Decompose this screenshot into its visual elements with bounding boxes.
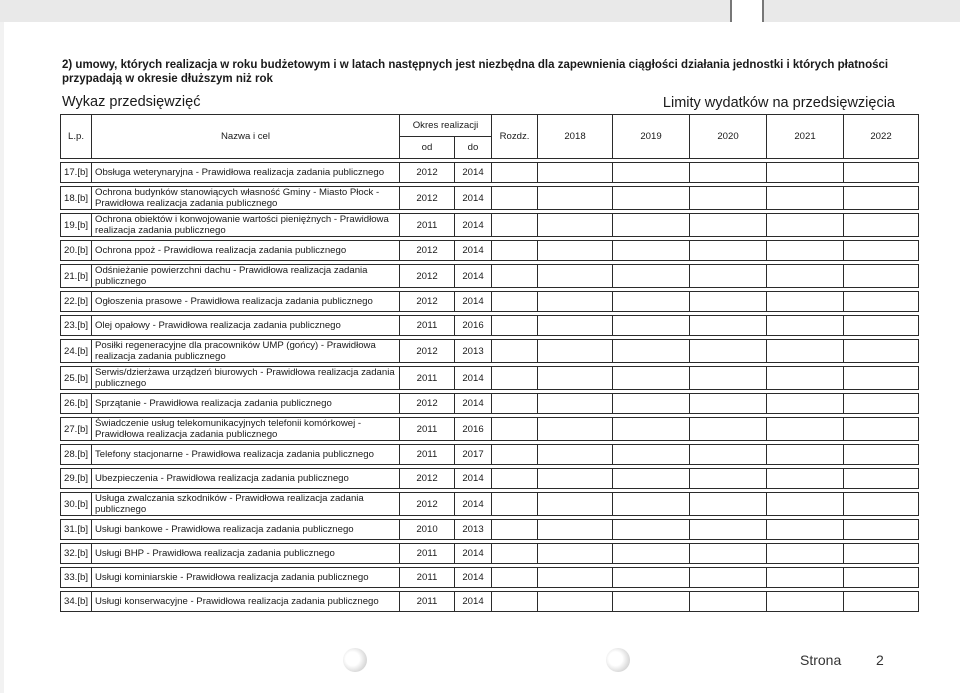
cell-rozdz	[492, 316, 538, 336]
scan-top-edge	[0, 0, 960, 22]
cell-lp: 31.[b]	[61, 520, 92, 540]
cell-2018	[538, 592, 613, 612]
cell-2022	[844, 568, 919, 588]
cell-rozdz	[492, 394, 538, 414]
cell-do: 2017	[455, 445, 492, 465]
cell-2021	[767, 241, 844, 261]
cell-2020	[690, 445, 767, 465]
table-row	[61, 520, 919, 540]
cell-rozdz	[492, 592, 538, 612]
cell-name: Ochrona ppoż - Prawidłowa realizacja zadania publicznego	[92, 241, 400, 261]
cell-2018	[538, 340, 613, 363]
cell-name: Świadczenie usług telekomunikacyjnych telefonii komórkowej - Prawidłowa realizacja zadania publicznego	[92, 418, 400, 441]
cell-2022	[844, 544, 919, 564]
col-header-2022: 2022	[844, 115, 919, 159]
cell-lp: 33.[b]	[61, 568, 92, 588]
limits-title: Limity wydatków na przedsięwzięcia	[662, 95, 895, 111]
cell-2020	[690, 316, 767, 336]
col-header-name: Nazwa i cel	[92, 115, 400, 159]
cell-rozdz	[492, 187, 538, 210]
cell-2021	[767, 316, 844, 336]
cell-do: 2016	[455, 418, 492, 441]
cell-od: 2012	[400, 163, 455, 183]
cell-2020	[690, 493, 767, 516]
cell-2018	[538, 367, 613, 390]
cell-2018	[538, 292, 613, 312]
cell-do: 2014	[455, 265, 492, 288]
cell-2021	[767, 340, 844, 363]
cell-2018	[538, 544, 613, 564]
cell-2022	[844, 292, 919, 312]
cell-lp: 20.[b]	[61, 241, 92, 261]
cell-od: 2012	[400, 187, 455, 210]
section-heading-line-2: przypadają w okresie dłuższym niż rok	[62, 73, 273, 85]
cell-rozdz	[492, 520, 538, 540]
cell-2018	[538, 241, 613, 261]
cell-2021	[767, 292, 844, 312]
page-number: 2	[876, 652, 884, 668]
cell-2022	[844, 187, 919, 210]
cell-2018	[538, 187, 613, 210]
cell-rozdz	[492, 265, 538, 288]
cell-2018	[538, 394, 613, 414]
cell-2018	[538, 445, 613, 465]
cell-lp: 25.[b]	[61, 367, 92, 390]
cell-rozdz	[492, 469, 538, 489]
cell-2020	[690, 568, 767, 588]
cell-2022	[844, 316, 919, 336]
cell-2022	[844, 592, 919, 612]
cell-2022	[844, 418, 919, 441]
cell-2022	[844, 367, 919, 390]
col-header-od: od	[400, 137, 455, 159]
cell-do: 2014	[455, 568, 492, 588]
cell-2020	[690, 265, 767, 288]
cell-2022	[844, 241, 919, 261]
cell-2020	[690, 187, 767, 210]
cell-2019	[613, 469, 690, 489]
cell-2019	[613, 568, 690, 588]
cell-do: 2014	[455, 544, 492, 564]
page-label: Strona	[800, 652, 842, 668]
cell-2021	[767, 493, 844, 516]
cell-lp: 29.[b]	[61, 469, 92, 489]
cell-do: 2014	[455, 469, 492, 489]
cell-do: 2014	[455, 394, 492, 414]
table-row	[61, 292, 919, 312]
cell-2021	[767, 418, 844, 441]
cell-name: Ochrona budynków stanowiących własność Gminy - Miasto Płock - Prawidłowa realizacja zadania publicznego	[92, 187, 400, 210]
cell-2020	[690, 544, 767, 564]
cell-2019	[613, 418, 690, 441]
table-row	[61, 592, 919, 612]
cell-2019	[613, 214, 690, 237]
cell-2019	[613, 544, 690, 564]
cell-2021	[767, 163, 844, 183]
cell-od: 2011	[400, 418, 455, 441]
cell-2021	[767, 214, 844, 237]
cell-name: Olej opałowy - Prawidłowa realizacja zadania publicznego	[92, 316, 400, 336]
cell-2022	[844, 163, 919, 183]
cell-2021	[767, 445, 844, 465]
scan-left-edge	[0, 22, 4, 693]
cell-od: 2011	[400, 544, 455, 564]
cell-2021	[767, 568, 844, 588]
cell-lp: 28.[b]	[61, 445, 92, 465]
col-header-rozdz: Rozdz.	[492, 115, 538, 159]
table-row	[61, 241, 919, 261]
cell-2020	[690, 241, 767, 261]
cell-rozdz	[492, 493, 538, 516]
cell-do: 2014	[455, 214, 492, 237]
table-row	[61, 214, 919, 237]
cell-2021	[767, 187, 844, 210]
cell-od: 2012	[400, 493, 455, 516]
cell-2019	[613, 187, 690, 210]
cell-name: Ochrona obiektów i konwojowanie wartości pieniężnych - Prawidłowa realizacja zadania publicznego	[92, 214, 400, 237]
table-row	[61, 163, 919, 183]
cell-do: 2014	[455, 292, 492, 312]
cell-name: Usługi BHP - Prawidłowa realizacja zadania publicznego	[92, 544, 400, 564]
col-header-okres: Okres realizacji	[400, 115, 492, 137]
scan-punch-hole-left	[343, 648, 367, 672]
cell-2019	[613, 394, 690, 414]
cell-name: Odśnieżanie powierzchni dachu - Prawidłowa realizacja zadania publicznego	[92, 265, 400, 288]
scan-punch-hole-right	[606, 648, 630, 672]
cell-2022	[844, 340, 919, 363]
cell-lp: 26.[b]	[61, 394, 92, 414]
cell-2020	[690, 292, 767, 312]
cell-2022	[844, 493, 919, 516]
section-heading-line-1: 2) umowy, których realizacja w roku budżetowym i w latach następnych jest niezbędna dla zapewnienia ciągłości działania jednostki i których płatności	[62, 59, 889, 71]
cell-od: 2011	[400, 445, 455, 465]
cell-lp: 22.[b]	[61, 292, 92, 312]
table-row	[61, 418, 919, 441]
table-row	[61, 445, 919, 465]
cell-2020	[690, 340, 767, 363]
cell-rozdz	[492, 292, 538, 312]
cell-2018	[538, 316, 613, 336]
col-header-2021: 2021	[767, 115, 844, 159]
cell-od: 2012	[400, 292, 455, 312]
cell-2021	[767, 265, 844, 288]
projects-table	[60, 114, 919, 612]
cell-name: Usługi kominiarskie - Prawidłowa realizacja zadania publicznego	[92, 568, 400, 588]
scan-binder-tab	[730, 0, 764, 22]
cell-rozdz	[492, 367, 538, 390]
cell-2022	[844, 214, 919, 237]
cell-2022	[844, 469, 919, 489]
cell-do: 2014	[455, 187, 492, 210]
cell-lp: 17.[b]	[61, 163, 92, 183]
cell-2019	[613, 493, 690, 516]
cell-2021	[767, 592, 844, 612]
cell-lp: 24.[b]	[61, 340, 92, 363]
cell-lp: 18.[b]	[61, 187, 92, 210]
cell-name: Usługi bankowe - Prawidłowa realizacja zadania publicznego	[92, 520, 400, 540]
cell-2018	[538, 520, 613, 540]
cell-2020	[690, 367, 767, 390]
cell-name: Posiłki regeneracyjne dla pracowników UMP (gońcy) - Prawidłowa realizacja zadania publicznego	[92, 340, 400, 363]
cell-2019	[613, 340, 690, 363]
cell-2020	[690, 394, 767, 414]
cell-2019	[613, 592, 690, 612]
cell-2020	[690, 214, 767, 237]
cell-od: 2011	[400, 592, 455, 612]
table-row	[61, 493, 919, 516]
cell-lp: 19.[b]	[61, 214, 92, 237]
cell-do: 2014	[455, 493, 492, 516]
cell-do: 2014	[455, 241, 492, 261]
cell-rozdz	[492, 340, 538, 363]
cell-2018	[538, 418, 613, 441]
section-heading	[62, 58, 912, 86]
cell-2020	[690, 592, 767, 612]
cell-2022	[844, 520, 919, 540]
col-header-do: do	[455, 137, 492, 159]
cell-2018	[538, 163, 613, 183]
cell-rozdz	[492, 445, 538, 465]
cell-rozdz	[492, 163, 538, 183]
cell-2018	[538, 214, 613, 237]
cell-name: Ogłoszenia prasowe - Prawidłowa realizacja zadania publicznego	[92, 292, 400, 312]
cell-od: 2011	[400, 367, 455, 390]
table-row	[61, 544, 919, 564]
cell-name: Serwis/dzierżawa urządzeń biurowych - Prawidłowa realizacja zadania publicznego	[92, 367, 400, 390]
cell-lp: 32.[b]	[61, 544, 92, 564]
cell-rozdz	[492, 568, 538, 588]
cell-od: 2012	[400, 394, 455, 414]
cell-2021	[767, 367, 844, 390]
col-header-2020: 2020	[690, 115, 767, 159]
table-row	[61, 316, 919, 336]
cell-2020	[690, 418, 767, 441]
cell-2019	[613, 445, 690, 465]
cell-2022	[844, 265, 919, 288]
cell-do: 2013	[455, 520, 492, 540]
col-header-2019: 2019	[613, 115, 690, 159]
cell-lp: 34.[b]	[61, 592, 92, 612]
cell-do: 2014	[455, 367, 492, 390]
col-header-2018: 2018	[538, 115, 613, 159]
cell-2019	[613, 241, 690, 261]
table-row	[61, 367, 919, 390]
cell-2018	[538, 469, 613, 489]
table-row	[61, 265, 919, 288]
cell-rozdz	[492, 241, 538, 261]
cell-lp: 27.[b]	[61, 418, 92, 441]
cell-rozdz	[492, 214, 538, 237]
cell-od: 2012	[400, 241, 455, 261]
table-row	[61, 469, 919, 489]
cell-rozdz	[492, 418, 538, 441]
cell-2021	[767, 520, 844, 540]
cell-2019	[613, 316, 690, 336]
cell-name: Usługi konserwacyjne - Prawidłowa realizacja zadania publicznego	[92, 592, 400, 612]
cell-od: 2012	[400, 265, 455, 288]
cell-2019	[613, 163, 690, 183]
cell-2018	[538, 568, 613, 588]
cell-do: 2016	[455, 316, 492, 336]
table-row	[61, 187, 919, 210]
table-row	[61, 394, 919, 414]
cell-2021	[767, 469, 844, 489]
cell-do: 2014	[455, 592, 492, 612]
list-title: Wykaz przedsięwzięć	[62, 94, 201, 110]
cell-2022	[844, 394, 919, 414]
cell-od: 2010	[400, 520, 455, 540]
cell-2020	[690, 520, 767, 540]
cell-2019	[613, 367, 690, 390]
cell-od: 2011	[400, 214, 455, 237]
cell-2021	[767, 394, 844, 414]
table-row	[61, 568, 919, 588]
cell-rozdz	[492, 544, 538, 564]
cell-od: 2012	[400, 469, 455, 489]
cell-name: Usługa zwalczania szkodników - Prawidłowa realizacja zadania publicznego	[92, 493, 400, 516]
cell-od: 2012	[400, 340, 455, 363]
cell-2019	[613, 520, 690, 540]
cell-name: Ubezpieczenia - Prawidłowa realizacja zadania publicznego	[92, 469, 400, 489]
cell-name: Sprzątanie - Prawidłowa realizacja zadania publicznego	[92, 394, 400, 414]
cell-2018	[538, 265, 613, 288]
projects-table-body	[61, 159, 919, 612]
cell-2019	[613, 265, 690, 288]
cell-2020	[690, 469, 767, 489]
cell-2021	[767, 544, 844, 564]
cell-od: 2011	[400, 316, 455, 336]
cell-2019	[613, 292, 690, 312]
cell-lp: 23.[b]	[61, 316, 92, 336]
cell-name: Obsługa weterynaryjna - Prawidłowa realizacja zadania publicznego	[92, 163, 400, 183]
cell-name: Telefony stacjonarne - Prawidłowa realizacja zadania publicznego	[92, 445, 400, 465]
cell-2018	[538, 493, 613, 516]
cell-do: 2013	[455, 340, 492, 363]
cell-do: 2014	[455, 163, 492, 183]
col-header-lp: L.p.	[61, 115, 92, 159]
cell-lp: 30.[b]	[61, 493, 92, 516]
table-row	[61, 340, 919, 363]
cell-lp: 21.[b]	[61, 265, 92, 288]
cell-2022	[844, 445, 919, 465]
cell-od: 2011	[400, 568, 455, 588]
cell-2020	[690, 163, 767, 183]
